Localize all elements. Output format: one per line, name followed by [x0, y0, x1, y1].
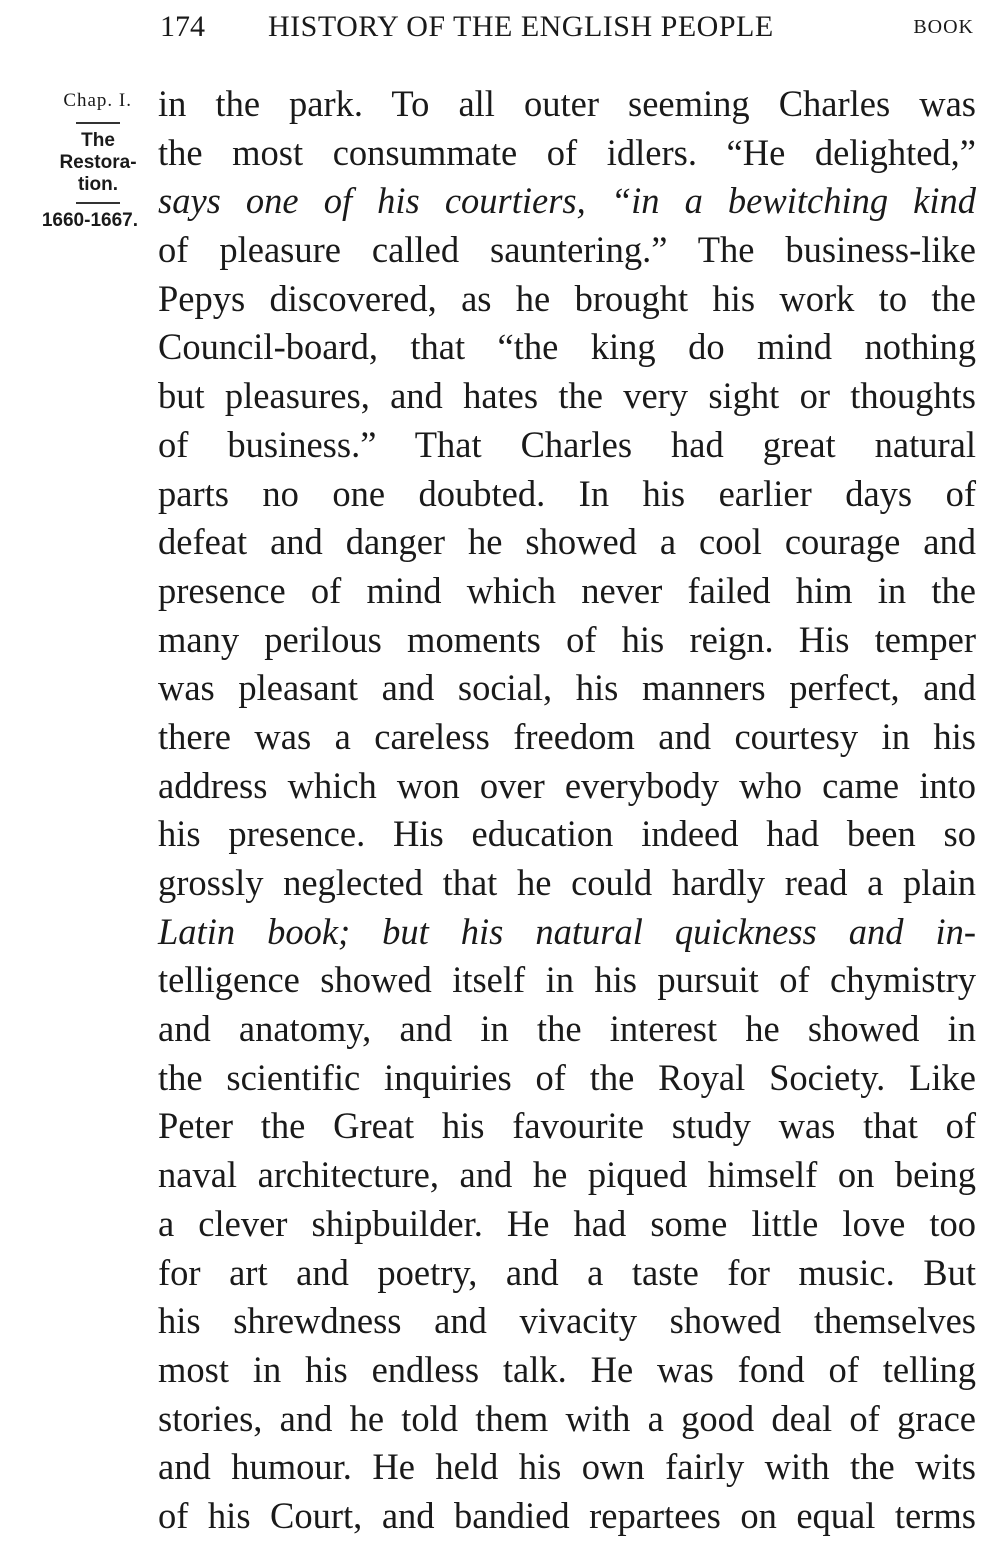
text-line-6: Council-board, that “the king do mind nothing — [158, 326, 976, 368]
text-line-18 — [158, 908, 976, 957]
text-line-26: his shrewdness and vivacity showed themselves — [158, 1300, 976, 1342]
text-line-7: but pleasures, and hates the very sight or thoughts — [158, 375, 976, 417]
text-line-28: stories, and he told them with a good deal of grace — [158, 1397, 976, 1439]
text-line-29: and humour. He held his own fairly with the wits — [158, 1446, 976, 1488]
running-book-label: BOOK — [913, 16, 974, 38]
page-number: 174 — [160, 10, 205, 43]
text-line-11: presence of mind which never failed him in the — [158, 569, 976, 611]
margin-section-line-3: tion. — [77, 174, 119, 195]
text-line-3 — [158, 177, 976, 226]
text-line-30: of his Court, and bandied repartees on equal terms — [158, 1494, 976, 1536]
text-line-21: the scientific inquiries of the Royal Society. Like — [158, 1056, 976, 1098]
running-title: HISTORY OF THE ENGLISH PEOPLE — [268, 10, 774, 43]
text-line-3-italic: says one of his courtiers, “in a bewitching kind — [158, 180, 976, 222]
text-line-12: many perilous moments of his reign. His temper — [158, 618, 976, 660]
text-line-9: parts no one doubted. In his earlier days of — [158, 472, 976, 514]
margin-chapter: Chap. I. — [63, 90, 132, 111]
text-line-25: for art and poetry, and a taste for music. But — [158, 1251, 976, 1293]
margin-section-line-2: Restora- — [59, 152, 137, 173]
running-head — [0, 6, 1000, 46]
margin-rule-top — [76, 122, 120, 124]
text-line-4: of pleasure called sauntering.” The business-like — [158, 229, 976, 271]
text-line-22: Peter the Great his favourite study was that of — [158, 1105, 976, 1147]
body-text — [158, 80, 976, 1541]
text-line-13: was pleasant and social, his manners perfect, and — [158, 667, 976, 709]
text-line-10: defeat and danger he showed a cool courage and — [158, 521, 976, 563]
text-line-17: grossly neglected that he could hardly read a plain — [158, 862, 976, 903]
text-line-19: telligence showed itself in his pursuit of chymistry — [158, 959, 976, 1001]
margin-section-heading — [56, 130, 140, 196]
text-line-18-italic: Latin book; but his natural quickness and in- — [158, 910, 976, 952]
text-line-24: a clever shipbuilder. He had some little love too — [158, 1202, 976, 1244]
text-line-5: Pepys discovered, as he brought his work to the — [158, 277, 976, 319]
text-line-16: his presence. His education indeed had been so — [158, 813, 976, 855]
text-line-23: naval architecture, and he piqued himself on being — [158, 1154, 976, 1196]
text-line-2: the most consummate of idlers. “He delighted,” — [158, 131, 976, 173]
text-line-15: address which won over everybody who came into — [158, 764, 976, 806]
margin-section-line-1: The — [81, 130, 115, 151]
margin-years: 1660-1667. — [41, 210, 138, 231]
margin-rule-bottom — [76, 202, 120, 204]
text-line-1: in the park. To all outer seeming Charles was — [158, 83, 976, 124]
text-line-14: there was a careless freedom and courtesy in his — [158, 715, 976, 757]
text-line-8: of business.” That Charles had great natural — [158, 423, 976, 465]
text-line-27: most in his endless talk. He was fond of telling — [158, 1348, 976, 1390]
margin-notes — [10, 86, 138, 232]
text-line-20: and anatomy, and in the interest he showed in — [158, 1008, 976, 1050]
